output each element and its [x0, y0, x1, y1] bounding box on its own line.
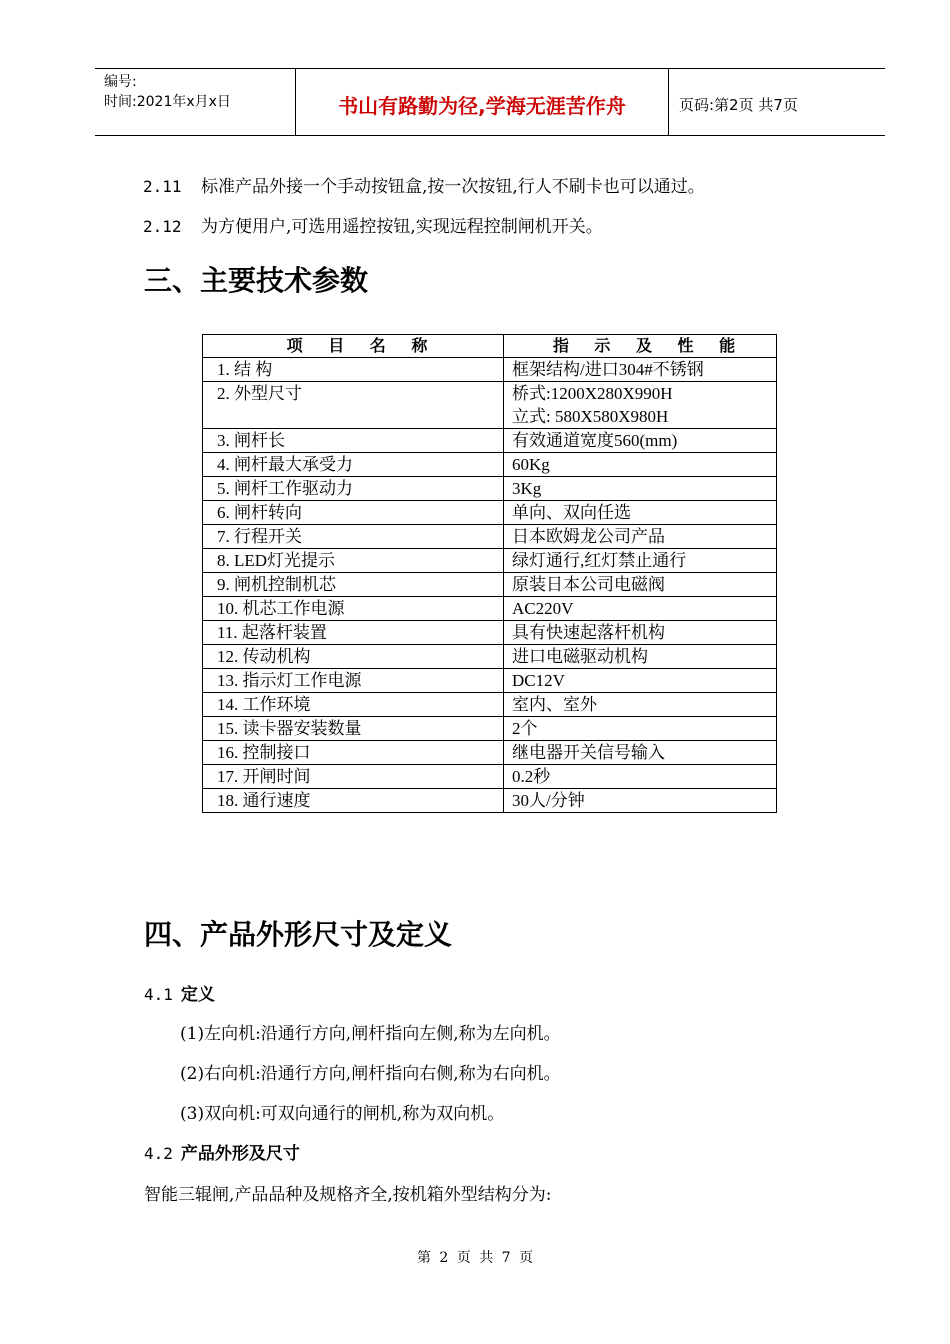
subsection-4-1 [144, 980, 215, 1005]
table-cell-value: 绿灯通行,红灯禁止通行 [504, 549, 777, 573]
table-row [203, 789, 777, 813]
section-4-title: 四、产品外形尺寸及定义 [144, 918, 453, 951]
table-cell-value: 2个 [504, 717, 777, 741]
subsection-number: 4.1 [144, 985, 173, 1004]
table-cell-value: 原装日本公司电磁阀 [504, 573, 777, 597]
table-row [203, 429, 777, 453]
header-divider-2 [668, 69, 669, 136]
table-cell-item: 2. 外型尺寸 [203, 382, 504, 429]
table-header-item: 项 目 名 称 [203, 335, 504, 358]
table-cell-item: 16. 控制接口 [203, 741, 504, 765]
header-top-rule [95, 68, 885, 69]
spec-table [202, 334, 777, 813]
section-3-title: 三、主要技术参数 [144, 264, 369, 297]
table-cell-value: 进口电磁驱动机构 [504, 645, 777, 669]
table-cell-item: 5. 闸杆工作驱动力 [203, 477, 504, 501]
table-cell-item: 14. 工作环境 [203, 693, 504, 717]
closing-paragraph: 智能三辊闸,产品品种及规格齐全,按机箱外型结构分为: [144, 1185, 552, 1205]
table-cell-item: 11. 起落杆装置 [203, 621, 504, 645]
table-row [203, 765, 777, 789]
table-row [203, 453, 777, 477]
paragraph-text: 为方便用户,可选用遥控按钮,实现远程控制闸机开关。 [201, 217, 603, 237]
table-row [203, 525, 777, 549]
table-cell-value: 60Kg [504, 453, 777, 477]
table-row [203, 573, 777, 597]
header-code: 编号: [104, 74, 137, 90]
table-cell-value: 30人/分钟 [504, 789, 777, 813]
table-row [203, 693, 777, 717]
table-row [203, 501, 777, 525]
table-header-row [203, 335, 777, 358]
table-row [203, 669, 777, 693]
table-cell-item: 18. 通行速度 [203, 789, 504, 813]
table-cell-item: 15. 读卡器安装数量 [203, 717, 504, 741]
table-row [203, 741, 777, 765]
paragraph-number: 2.11 [143, 177, 182, 196]
table-row [203, 549, 777, 573]
table-cell-value: 3Kg [504, 477, 777, 501]
table-cell-item: 4. 闸杆最大承受力 [203, 453, 504, 477]
table-cell-item: 8. LED灯光提示 [203, 549, 504, 573]
table-cell-value: 日本欧姆龙公司产品 [504, 525, 777, 549]
header-motto: 书山有路勤为径,学海无涯苦作舟 [338, 94, 626, 118]
header-page-number: 页码:第2页 共7页 [679, 96, 798, 114]
table-cell-item: 12. 传动机构 [203, 645, 504, 669]
table-row [203, 621, 777, 645]
definition-item-3: (3)双向机:可双向通行的闸机,称为双向机。 [180, 1104, 505, 1124]
footer-page-number: 第 2 页 共 7 页 [416, 1250, 534, 1266]
table-row [203, 717, 777, 741]
table-cell-item: 1. 结 构 [203, 358, 504, 382]
subsection-number: 4.2 [144, 1144, 173, 1163]
table-cell-value: 继电器开关信号输入 [504, 741, 777, 765]
table-cell-value: 具有快速起落杆机构 [504, 621, 777, 645]
subsection-title: 产品外形及尺寸 [180, 1144, 300, 1164]
table-header-value: 指 示 及 性 能 [504, 335, 777, 358]
table-cell-value: 单向、双向任选 [504, 501, 777, 525]
table-row [203, 382, 777, 406]
table-row [203, 477, 777, 501]
table-cell-value: 框架结构/进口304#不锈钢 [504, 358, 777, 382]
paragraph-2-12 [143, 212, 603, 237]
table-row [203, 597, 777, 621]
paragraph-number: 2.12 [143, 217, 182, 236]
table-cell-item: 9. 闸机控制机芯 [203, 573, 504, 597]
table-cell-value: DC12V [504, 669, 777, 693]
subsection-4-2 [144, 1139, 300, 1164]
table-cell-item: 10. 机芯工作电源 [203, 597, 504, 621]
table-cell-item: 6. 闸杆转向 [203, 501, 504, 525]
definition-item-1: (1)左向机:沿通行方向,闸杆指向左侧,称为左向机。 [180, 1024, 561, 1044]
table-cell-item: 7. 行程开关 [203, 525, 504, 549]
table-cell-value: 0.2秒 [504, 765, 777, 789]
table-row [203, 645, 777, 669]
header-time: 时间:2021年x月x日 [104, 94, 231, 110]
paragraph-2-11 [143, 172, 705, 197]
table-cell-value: AC220V [504, 597, 777, 621]
table-cell-item: 3. 闸杆长 [203, 429, 504, 453]
subsection-title: 定义 [180, 985, 215, 1005]
table-cell-item: 17. 开闸时间 [203, 765, 504, 789]
table-cell-value: 室内、室外 [504, 693, 777, 717]
paragraph-text: 标准产品外接一个手动按钮盒,按一次按钮,行人不刷卡也可以通过。 [201, 177, 705, 197]
table-cell-value: 立式: 580X580X980H [504, 405, 777, 429]
table-cell-item: 13. 指示灯工作电源 [203, 669, 504, 693]
table-cell-value: 桥式:1200X280X990H [504, 382, 777, 406]
table-row [203, 358, 777, 382]
definition-item-2: (2)右向机:沿通行方向,闸杆指向右侧,称为右向机。 [180, 1064, 561, 1084]
header-bottom-rule [95, 135, 885, 136]
table-cell-value: 有效通道宽度560(mm) [504, 429, 777, 453]
